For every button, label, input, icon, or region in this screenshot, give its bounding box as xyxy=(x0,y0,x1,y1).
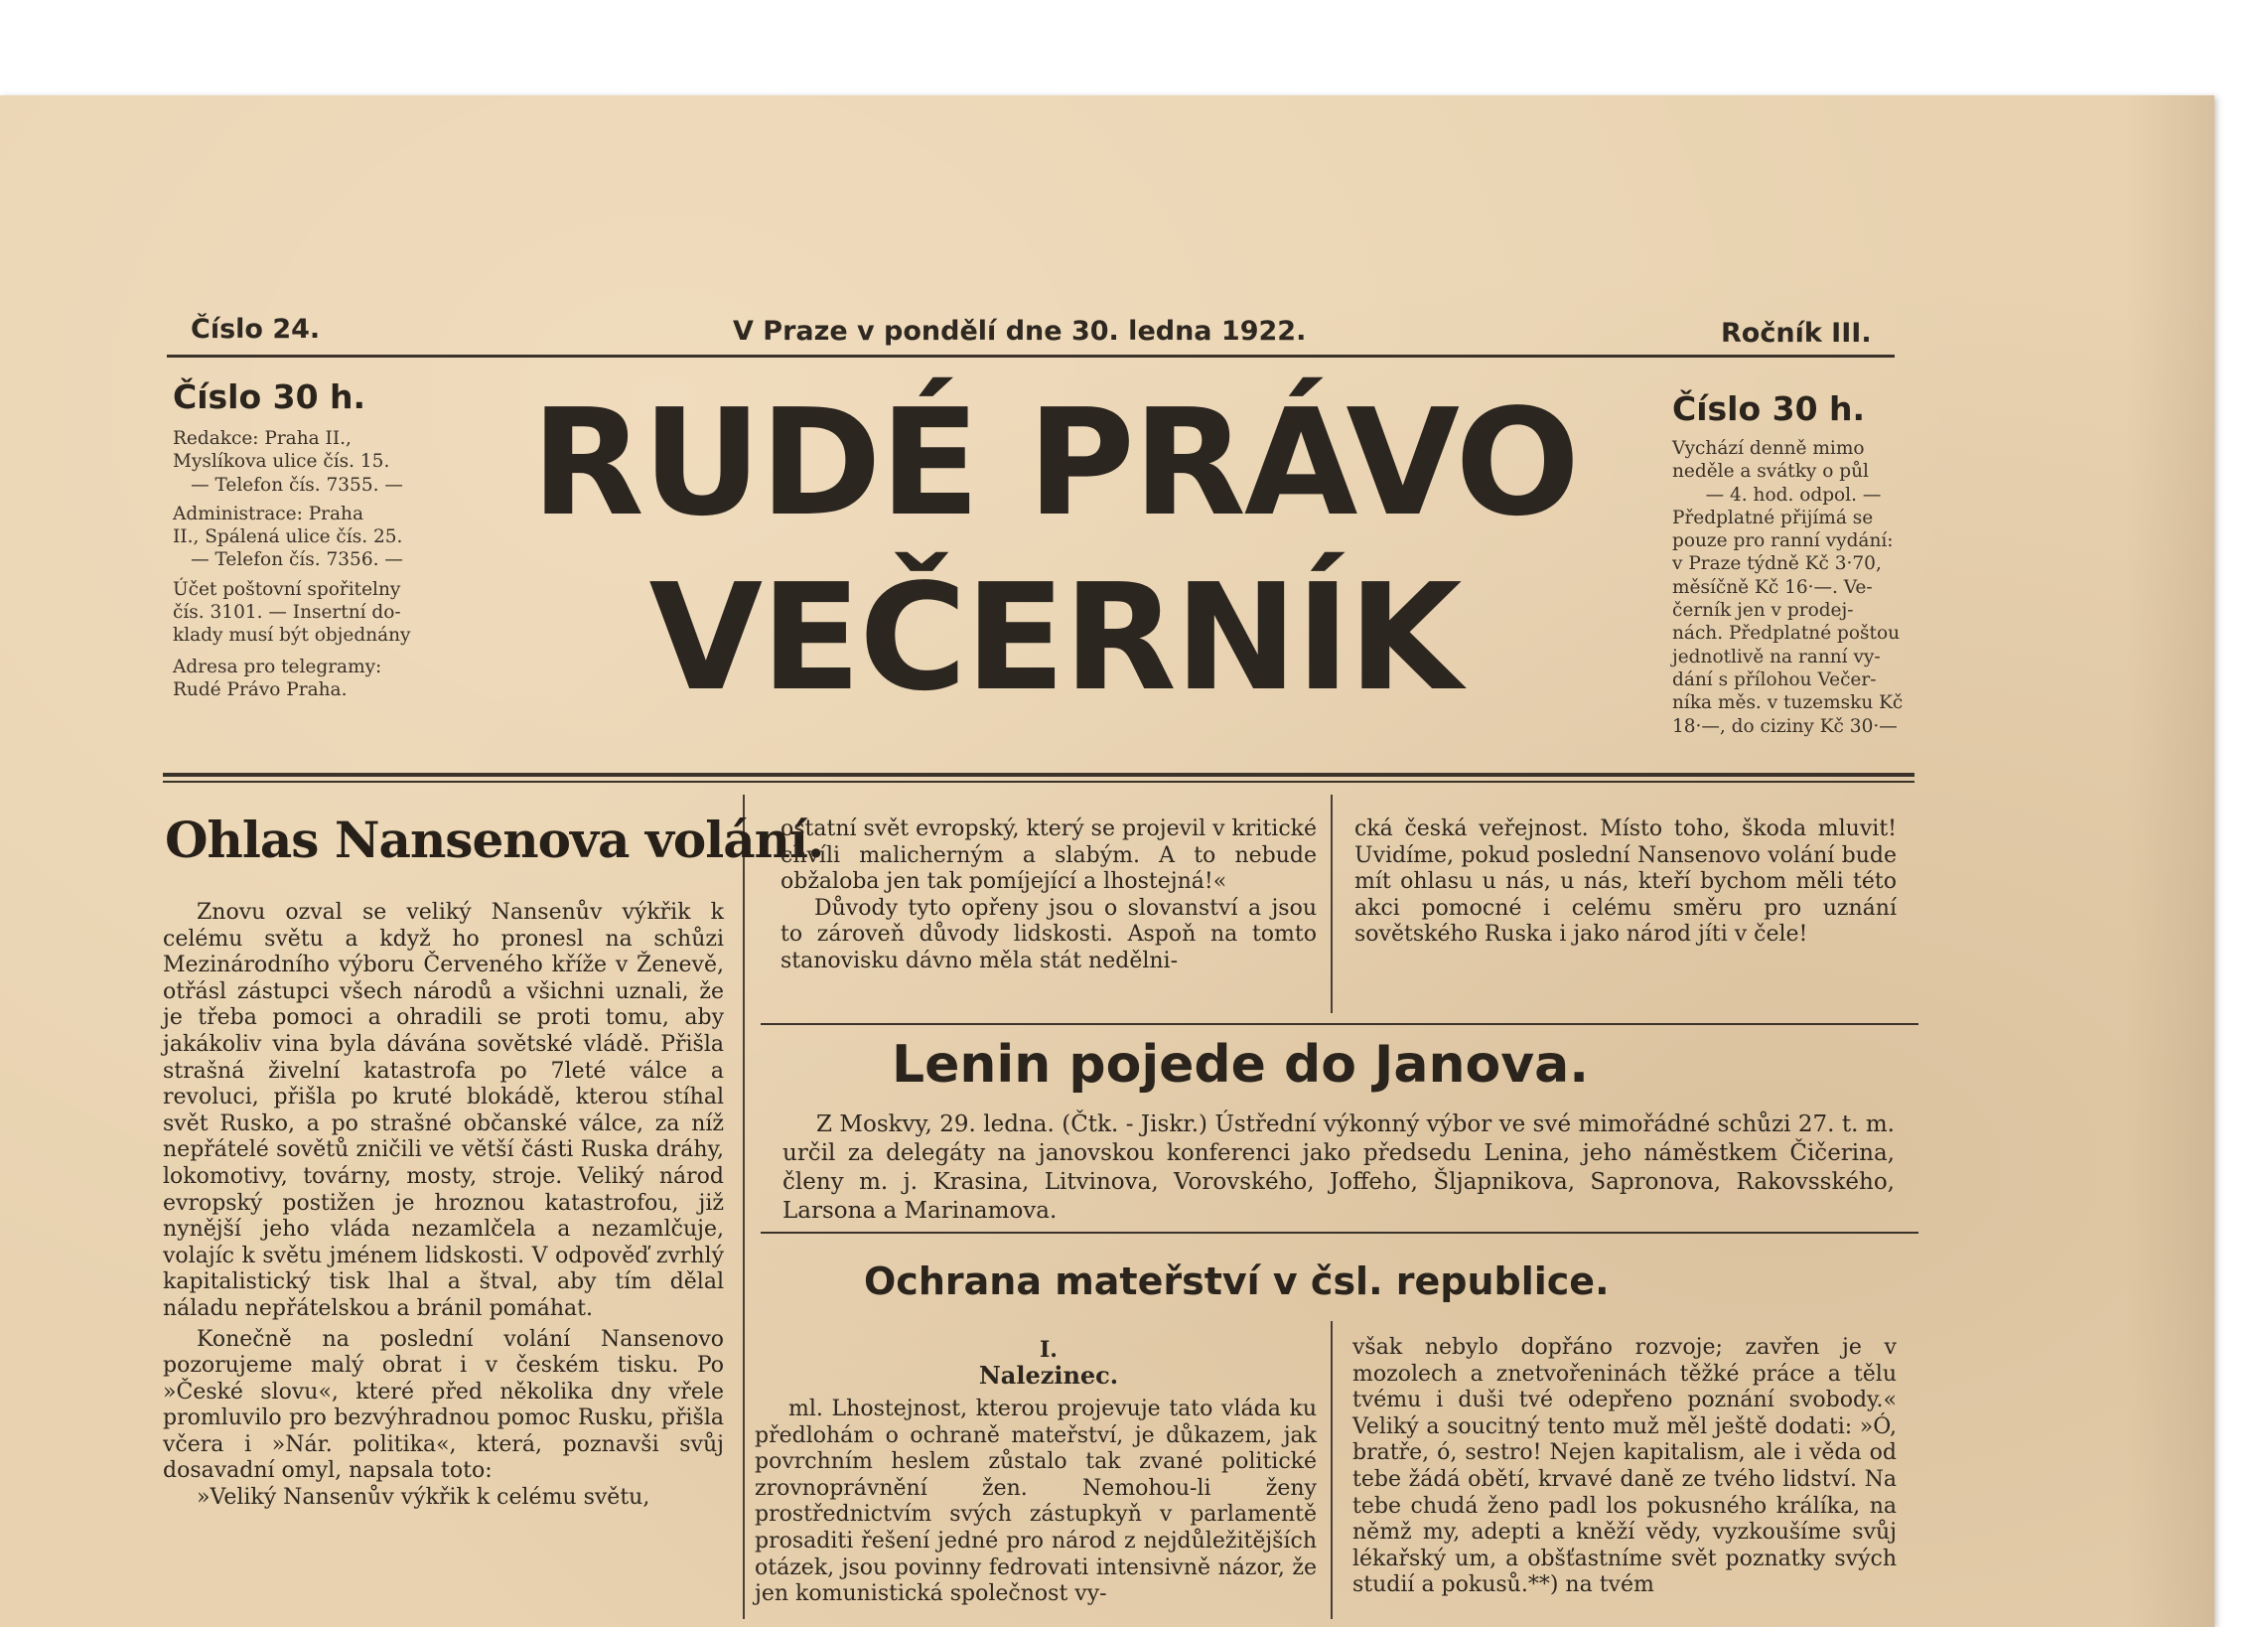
right-price: Číslo 30 h. xyxy=(1672,389,1866,428)
article-ohlas-end xyxy=(1354,816,1897,949)
left-ear-line: Administrace: Praha xyxy=(173,503,363,524)
headline-lenin: Lenin pojede do Janova. xyxy=(892,1035,1589,1095)
left-ear-line: Myslíkova ulice čís. 15. xyxy=(173,451,390,473)
right-ear-line: 18·—, do ciziny Kč 30·— xyxy=(1672,715,1898,737)
left-ear-line: — Telefon čís. 7356. — xyxy=(191,549,403,571)
section-rule-2 xyxy=(761,1232,1918,1234)
dateline: V Praze v pondělí dne 30. ledna 1922. xyxy=(733,316,1307,347)
paragraph: Důvody tyto opřeny jsou o slovanství a jsou to zároveň důvody lidskosti. Aspoň na tomto stanovisku dávno měla stát nedělni- xyxy=(780,895,1317,973)
column-rule-1 xyxy=(743,795,745,1619)
left-ear-line: — Telefon čís. 7355. — xyxy=(191,474,403,496)
article-ochrana-left xyxy=(755,1397,1317,1608)
left-ear-line: Adresa pro telegramy: xyxy=(173,656,382,677)
paragraph: však nebylo dopřáno rozvoje; zavřen je v mozolech a znetvořeninách těžké práce a tělu tvému i duši tvé odepřeno poznání svobody.« Veliký a soucitný tento muž měl ještě dodati: »Ó, bratře, ó, sestro! Nejen kapitalism, ale i věda od tebe žádá obětí, krvavé daně ze tvého lidství. Na tebe chudá ženo padl los pokusného králíka, na němž my, adepti a kněží vědy, vyzkoušíme svůj lékařský um, a obšťastníme svět poznatky svých studií a pokusů.**) na tvém xyxy=(1352,1335,1897,1598)
right-ear-line: Předplatné přijímá se xyxy=(1672,507,1874,528)
masthead-rule-top xyxy=(163,773,1914,777)
paragraph: Konečně na poslední volání Nansenovo pozorujeme malý obrat i v českém tisku. Po »České slovu«, které před několika dny vřele promluvilo pro bezvýhradnou pomoc Rusku, přišla včera i »Nár. politika«, která, poznavši svůj dosavadní omyl, napsala toto: xyxy=(163,1326,724,1484)
masthead-title: RUDÉ PRÁVO xyxy=(530,377,1579,548)
article-ohlas-body xyxy=(163,900,724,1512)
section-rule-1 xyxy=(761,1023,1918,1025)
right-ear-line: níka měs. v tuzemsku Kč xyxy=(1672,692,1904,714)
column-rule-3 xyxy=(1331,1321,1333,1619)
right-ear-line: pouze pro ranní vydání: xyxy=(1672,530,1894,552)
issue-number: Číslo 24. xyxy=(191,314,321,345)
article-lenin-body xyxy=(782,1110,1895,1226)
article-ohlas-continued xyxy=(780,816,1317,975)
paragraph: »Veliký Nansenův výkřik k celému světu, xyxy=(197,1485,650,1511)
left-ear-line: Rudé Právo Praha. xyxy=(173,678,348,700)
headline-ochrana: Ochrana mateřství v čsl. republice. xyxy=(864,1259,1610,1303)
left-price: Číslo 30 h. xyxy=(173,377,366,416)
header-rule xyxy=(167,355,1895,358)
right-ear-line: v Praze týdně Kč 3·70, xyxy=(1672,553,1882,575)
right-ear-line: měsíčně Kč 16·—. Ve- xyxy=(1672,576,1873,598)
masthead-rule-bottom xyxy=(163,781,1914,783)
right-ear-line: neděle a svátky o půl xyxy=(1672,461,1869,483)
headline-ohlas: Ohlas Nansenova volání. xyxy=(165,811,824,869)
left-ear-line: Účet poštovní spořitelny xyxy=(173,578,401,600)
left-ear-line: Redakce: Praha II., xyxy=(173,428,352,449)
section-number: I. xyxy=(1040,1337,1058,1363)
right-ear-line: jednotlivě na ranní vy- xyxy=(1672,646,1881,667)
left-ear-line: čís. 3101. — Insertní do- xyxy=(173,602,401,624)
left-ear-line: II., Spálená ulice čís. 25. xyxy=(173,526,403,548)
column-rule-2 xyxy=(1331,795,1333,1013)
left-ear xyxy=(173,427,421,701)
right-ear-line: Vychází denně mimo xyxy=(1672,438,1865,459)
volume-number: Ročník III. xyxy=(1721,318,1872,349)
paper-fold-shadow xyxy=(2125,95,2214,1627)
paragraph: ostatní svět evropský, který se projevil v kritické chvíli malicherným a slabým. A to nebude obžaloba jen tak pomíjející a lhostejná!« xyxy=(780,816,1317,895)
left-ear-line: klady musí být objednány xyxy=(173,625,411,647)
paragraph: cká česká veřejnost. Místo toho, škoda mluvit! Uvidíme, pokud poslední Nansenovo volání bude mít ohlasu u nás, u nás, kteří bychom měli této akci pomocné i celému směru pro uznání sovětského Ruska i jako národ jíti v čele! xyxy=(1354,816,1897,948)
right-ear-line: — 4. hod. odpol. — xyxy=(1705,484,1882,506)
masthead-subtitle: VEČERNÍK xyxy=(648,552,1461,723)
paragraph: Znovu ozval se veliký Nansenův výkřik k celému světu a když ho pronesl na schůzi Mezinárodního výboru Červeného kříže v Ženevě, otřásl zástupci všech národů a všichni uznali, že je třeba pomoci a ohradili se proti tomu, aby jakákoliv vina byla dávána sovětské vládě. Přišla strašná živelní katastrofa po 7leté válce a revoluci, přišla po kruté blokádě, kterou stíhal svět Rusko, a po strašné občanské válce, za níž nepřátelé sovětů zničili ve větší části Ruska dráhy, lokomotivy, továrny, mosty, stroje. Veliký národ evropský postižen je hroznou katastrofou, již nynější jeho vláda nezamlčela a nezamlčuje, volajíc k světu jménem lidskosti. V odpověď zvrhlý kapitalistický tisk lhal a štval, aby tím dělal náladu nepřátelskou a bránil pomáhat. xyxy=(163,900,724,1321)
paragraph: ml. Lhostejnost, kterou projevuje tato vláda ku předlohám o ochraně mateřství, je důkazem, jak povrchním heslem zůstalo tak zvané politické zrovnoprávnění žen. Nemohou-li ženy prostřednictvím svých zástupkyň v parlamentě prosaditi řešení jedné pro národ z nejdůležitějších otázek, jsou povinny fedrovati intensivně názor, že jen komunistická společnost vy- xyxy=(755,1397,1317,1607)
right-ear xyxy=(1672,437,1914,738)
right-ear-line: černík jen v prodej- xyxy=(1672,600,1854,622)
subhead-nalezinec: Nalezinec. xyxy=(978,1361,1119,1390)
article-ochrana-right xyxy=(1352,1335,1897,1599)
right-ear-line: dání s přílohou Večer- xyxy=(1672,668,1877,690)
paragraph: Z Moskvy, 29. ledna. (Čtk. - Jiskr.) Ústřední výkonný výbor ve své mimořádné schůzi 27. t. m. určil za delegáty na janovskou konferenci jako předsedu Lenina, jeho náměstkem Čičerina, členy m. j. Krasina, Litvinova, Vorovského, Joffeho, Šljapnikova, Sapronova, Rakovsského, Larsona a Marinamova. xyxy=(782,1111,1895,1224)
right-ear-line: nách. Předplatné poštou xyxy=(1672,623,1900,645)
